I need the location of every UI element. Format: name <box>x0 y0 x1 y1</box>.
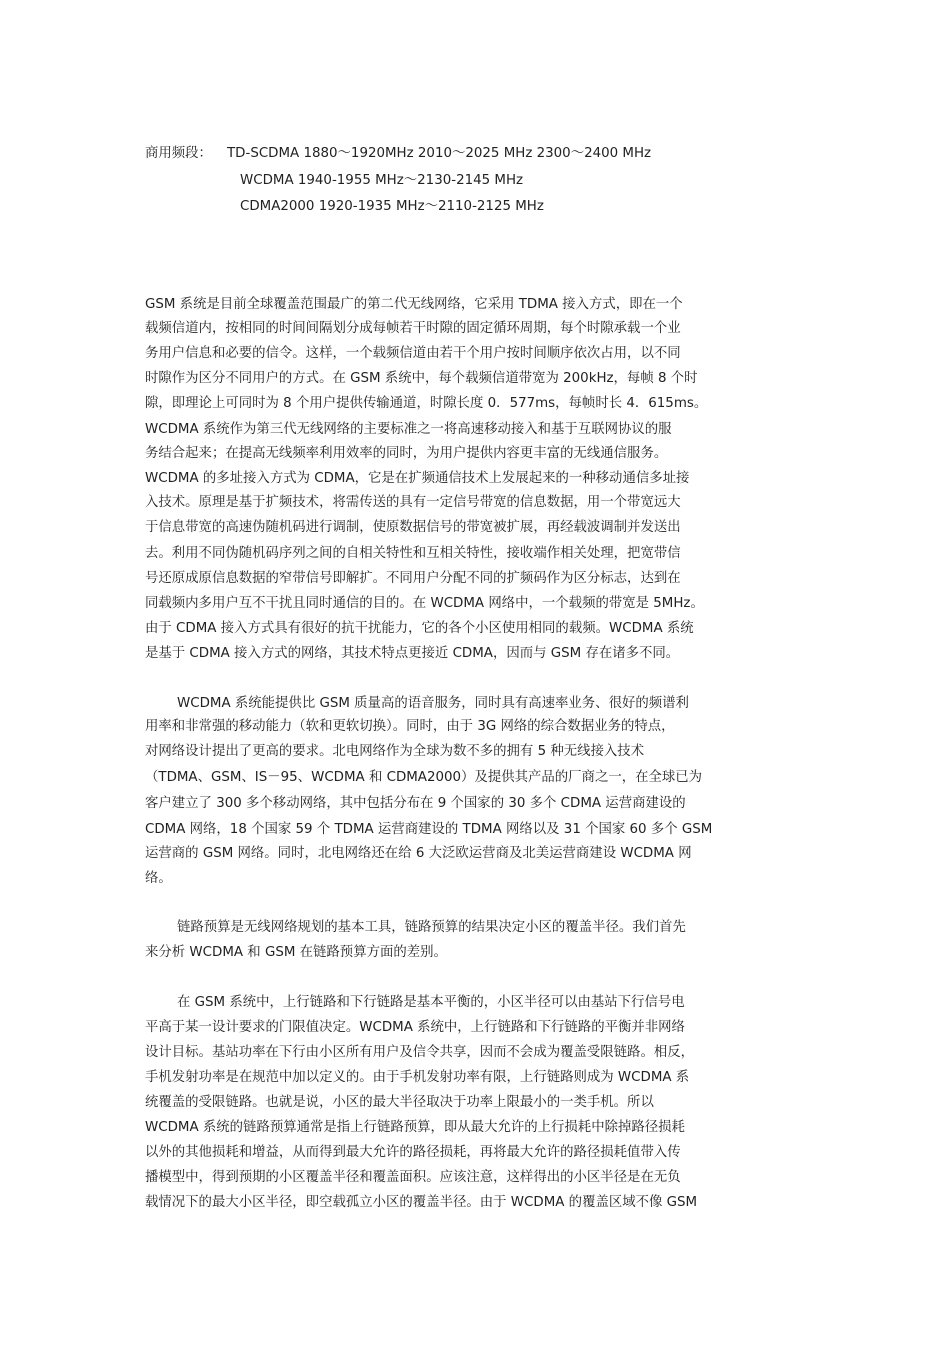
text-line: 载情况下的最大小区半径，即空载孤立小区的覆盖半径。由于 WCDMA 的覆盖区域不像 GSM <box>145 1195 698 1210</box>
text-line: 载频信道内，按相同的时间间隔划分成每帧若干时隙的固定循环周期，每个时隙承载一个业 <box>145 321 681 336</box>
text-line: 用率和非常强的移动能力（软和更软切换）。同时，由于 3G 网络的综合数据业务的特点， <box>145 719 675 734</box>
freq-label: 商用频段： <box>145 146 212 161</box>
text-line: GSM 系统是目前全球覆盖范围最广的第二代无线网络，它采用 TDMA 接入方式，即在一个 <box>145 297 683 312</box>
text-line: 设计目标。基站功率在下行由小区所有用户及信令共享，因而不会成为覆盖受限链路。相反， <box>145 1045 695 1060</box>
text-line: 平高于某一设计要求的门限值决定。WCDMA 系统中，上行链路和下行链路的平衡并非网络 <box>145 1020 685 1035</box>
freq-cdma2000: CDMA2000 1920-1935 MHz～2110-2125 MHz <box>240 199 544 214</box>
text-line: （TDMA、GSM、IS－95、WCDMA 和 CDMA2000）及提供其产品的厂商之一，在全球已为 <box>145 770 703 785</box>
text-line: 隙，即理论上可同时为 8 个用户提供传输通道，时隙长度 0．577ms，每帧时长 4．615ms。 <box>145 396 708 411</box>
text-line: WCDMA 的多址接入方式为 CDMA，它是在扩频通信技术上发展起来的一种移动通信多址接 <box>145 471 690 486</box>
text-line: 是基于 CDMA 接入方式的网络，其技术特点更接近 CDMA，因而与 GSM 存在诸多不同。 <box>145 646 680 661</box>
freq-wcdma: WCDMA 1940-1955 MHz～2130-2145 MHz <box>240 173 524 188</box>
text-line: WCDMA 系统的链路预算通常是指上行链路预算，即从最大允许的上行损耗中除掉路径损耗 <box>145 1120 685 1135</box>
text-line: 于信息带宽的高速伪随机码进行调制，使原数据信号的带宽被扩展，再经载波调制并发送出 <box>145 520 681 535</box>
text-line: 以外的其他损耗和增益，从而得到最大允许的路径损耗，再将最大允许的路径损耗值带入传 <box>145 1145 681 1160</box>
text-line: 去。利用不同伪随机码序列之间的自相关特性和互相关特性，接收端作相关处理，把宽带信 <box>145 546 681 561</box>
text-line: 由于 CDMA 接入方式具有很好的抗干扰能力，它的各个小区使用相同的载频。WCDMA 系统 <box>145 621 694 636</box>
text-line: 同载频内多用户互不干扰且同时通信的目的。在 WCDMA 网络中，一个载频的带宽是 5MHz。 <box>145 596 704 611</box>
text-line: 对网络设计提出了更高的要求。北电网络作为全球为数不多的拥有 5 种无线接入技术 <box>145 744 645 759</box>
text-line: 统覆盖的受限链路。也就是说，小区的最大半径取决于功率上限最小的一类手机。所以 <box>145 1095 654 1110</box>
text-line: 务结合起来；在提高无线频率利用效率的同时，为用户提供内容更丰富的无线通信服务。 <box>145 446 668 461</box>
text-line: 运营商的 GSM 网络。同时，北电网络还在给 6 大泛欧运营商及北美运营商建设 WCDMA 网 <box>145 846 692 861</box>
text-line: 来分析 WCDMA 和 GSM 在链路预算方面的差别。 <box>145 945 447 960</box>
text-line: 时隙作为区分不同用户的方式。在 GSM 系统中，每个载频信道带宽为 200kHz，每帧 8 个时 <box>145 371 698 386</box>
text-line: 络。 <box>145 871 172 886</box>
text-line: 务用户信息和必要的信令。这样，一个载频信道由若干个用户按时间顺序依次占用，以不同 <box>145 346 681 361</box>
text-line: 号还原成原信息数据的窄带信号即解扩。不同用户分配不同的扩频码作为区分标志，达到在 <box>145 571 681 586</box>
text-line: WCDMA 系统作为第三代无线网络的主要标准之一将高速移动接入和基于互联网协议的服 <box>145 422 672 437</box>
text-line: CDMA 网络，18 个国家 59 个 TDMA 运营商建设的 TDMA 网络以及 31 个国家 60 多个 GSM <box>145 822 713 837</box>
text-line: 链路预算是无线网络规划的基本工具，链路预算的结果决定小区的覆盖半径。我们首先 <box>177 920 686 935</box>
text-line: WCDMA 系统能提供比 GSM 质量高的语音服务，同时具有高速率业务、很好的频谱利 <box>177 696 689 711</box>
text-line: 播模型中，得到预期的小区覆盖半径和覆盖面积。应该注意，这样得出的小区半径是在无负 <box>145 1170 681 1185</box>
text-line: 入技术。原理是基于扩频技术，将需传送的具有一定信号带宽的信息数据，用一个带宽远大 <box>145 495 681 510</box>
text-line: 手机发射功率是在规范中加以定义的。由于手机发射功率有限，上行链路则成为 WCDMA 系 <box>145 1070 690 1085</box>
text-line: 在 GSM 系统中，上行链路和下行链路是基本平衡的，小区半径可以由基站下行信号电 <box>177 995 685 1010</box>
freq-tdscdma: TD-SCDMA 1880～1920MHz 2010～2025 MHz 2300～2400 MHz <box>227 146 652 161</box>
text-line: 客户建立了 300 多个移动网络，其中包括分布在 9 个国家的 30 多个 CDMA 运营商建设的 <box>145 796 686 811</box>
